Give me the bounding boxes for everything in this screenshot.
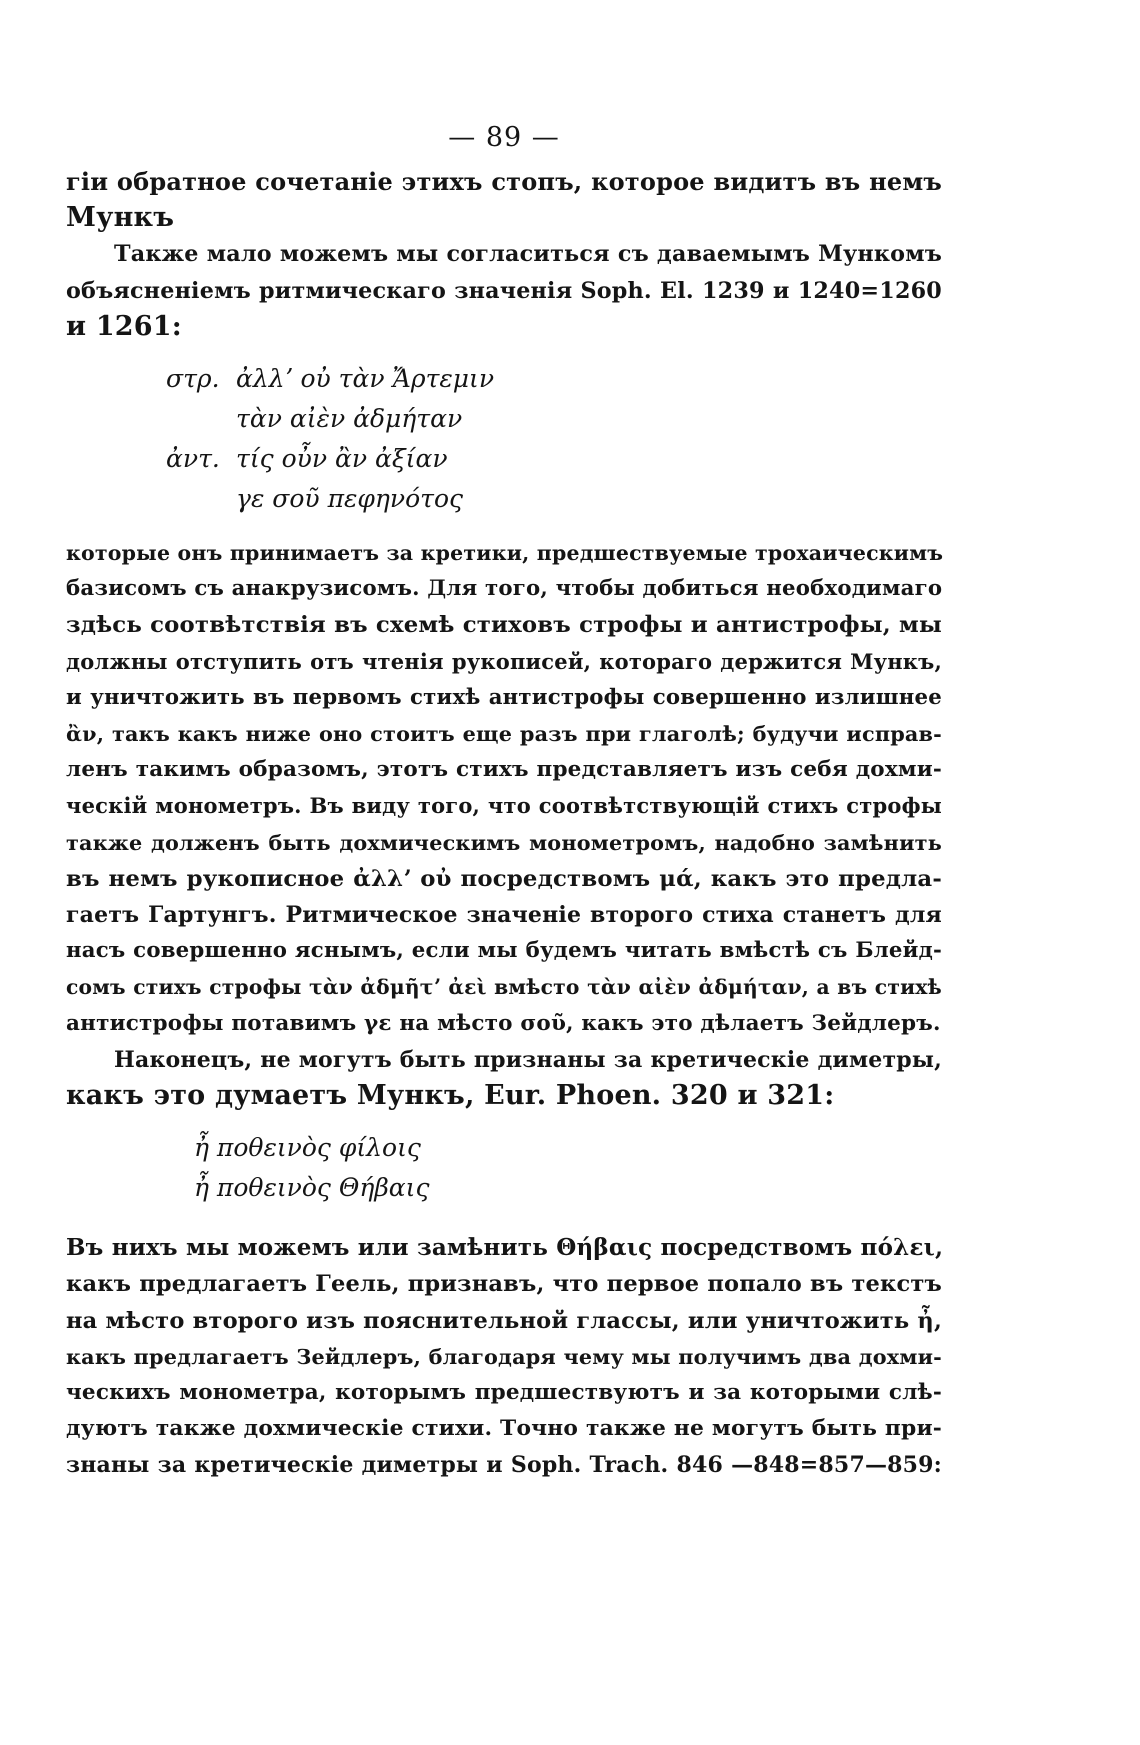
- paragraph-2: [66, 236, 942, 345]
- text-line: дуютъ также дохмическіе стихи. Точно также не могутъ быть при-: [66, 1416, 942, 1442]
- text-line: какъ предлагаетъ Зейдлеръ, благодаря чему мы получимъ два дохми-: [66, 1344, 942, 1369]
- verse-text: ἀλλʼ οὐ τὰν Ἄρτεμιν: [236, 364, 495, 394]
- text-line: и уничтожить въ первомъ стихѣ антистрофы совершенно излишнее: [66, 684, 942, 710]
- verse-text: τίς οὖν ἂν ἀξίαν: [236, 444, 448, 474]
- verse-line: ἦ ποθεινὸς φίλοις: [194, 1133, 421, 1163]
- verse-text: τὰν αἰὲν ἀδμήταν: [236, 404, 463, 434]
- text-line: въ немъ рукописное ἀλλʼ οὐ посредствомъ μά, какъ это предла-: [66, 865, 942, 892]
- paragraph-4: [66, 1042, 942, 1114]
- text-line: базисомъ съ анакрузисомъ. Для того, чтобы добиться необходимаго: [66, 576, 943, 602]
- text-line: на мѣсто второго изъ пояснительной глассы, или уничтожить ἦ,: [66, 1307, 942, 1334]
- verse-label: στρ.: [166, 364, 220, 394]
- text-line: ленъ такимъ образомъ, этотъ стихъ представляетъ изъ себя дохми-: [66, 757, 942, 783]
- book-page: [66, 118, 942, 1484]
- text-line: какъ предлагаетъ Геель, признавъ, что первое попало въ текстъ: [66, 1271, 942, 1298]
- text-line: также долженъ быть дохмическимъ монометромъ, надобно замѣнить: [66, 830, 942, 855]
- paragraph-3: [66, 535, 942, 1042]
- text-line: антистрофы потавимъ γε на мѣсто σοῦ, какъ это дѣлаетъ Зейдлеръ.: [66, 1010, 941, 1036]
- verse-line: [66, 479, 942, 519]
- text-line: ческій монометръ. Въ виду того, что соотвѣтствующій стихъ строфы: [66, 793, 942, 819]
- text-line: знаны за кретическіе диметры и Soph. Trach. 846 —848=857—859:: [66, 1452, 942, 1479]
- text-line: которые онъ принимаетъ за кретики, предшествуемые трохаическимъ: [66, 541, 944, 566]
- text-line: насъ совершенно яснымъ, если мы будемъ читать вмѣстѣ съ Блейд-: [66, 938, 942, 964]
- verse-label: ἀντ.: [166, 444, 220, 474]
- verse-text: γε σοῦ πεφηνότος: [236, 484, 464, 514]
- verse-line: [66, 359, 942, 399]
- page-number: — 89 —: [448, 122, 560, 153]
- text-line: здѣсь соотвѣтствія въ схемѣ стиховъ строфы и антистрофы, мы: [66, 612, 942, 639]
- text-line: и 1261:: [66, 310, 182, 342]
- verse-line: [66, 439, 942, 479]
- text-line: Въ нихъ мы можемъ или замѣнить Θήβαις посредствомъ πόλει,: [66, 1234, 944, 1262]
- text-line: ἂν, такъ какъ ниже оно стоитъ еще разъ при глаголѣ; будучи исправ-: [66, 722, 942, 747]
- text-line: Также мало можемъ мы согласиться съ даваемымъ Мункомъ: [114, 241, 942, 268]
- text-line: какъ это думаетъ Мункъ, Eur. Phoen. 320 и 321:: [66, 1080, 835, 1112]
- text-line: должны отступить отъ чтенія рукописей, котораго держится Мункъ,: [66, 648, 942, 674]
- verse-line: [66, 399, 942, 439]
- text-line: гаетъ Гартунгъ. Ритмическое значеніе второго стиха станетъ для: [66, 902, 942, 929]
- text-line: Мункъ: [66, 202, 175, 234]
- text-line: гіи обратное сочетаніе этихъ стопъ, которое видитъ въ немъ: [66, 167, 942, 196]
- paragraph-1: [66, 164, 942, 236]
- text-line: ческихъ монометра, которымъ предшествуютъ и за которыми слѣ-: [66, 1380, 942, 1406]
- greek-verse-quote-1: [66, 359, 942, 519]
- greek-verse-quote-2: [66, 1128, 942, 1208]
- paragraph-5: [66, 1230, 942, 1483]
- verse-line: ἦ ποθεινὸς Θήβαις: [194, 1173, 430, 1203]
- text-line: сомъ стихъ строфы τὰν ἀδμῆτʼ ἀεὶ вмѣсто τὰν αἰὲν ἀδμήταν, а въ стихѣ: [66, 975, 942, 1000]
- text-line: объясненіемъ ритмическаго значенія Soph. El. 1239 и 1240=1260: [66, 277, 942, 304]
- text-line: Наконецъ, не могутъ быть признаны за кретическіе диметры,: [114, 1046, 942, 1073]
